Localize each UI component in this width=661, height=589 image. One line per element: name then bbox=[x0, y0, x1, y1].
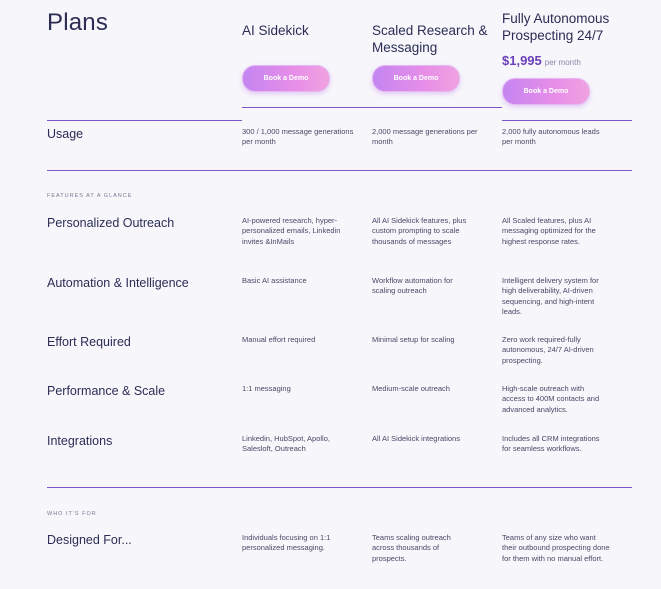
feature-value: All Scaled features, plus AI messaging optimized for the highest response rates. bbox=[502, 216, 596, 246]
feature-label-integrations: Integrations bbox=[47, 434, 113, 448]
feature-value: 1:1 messaging bbox=[242, 384, 291, 393]
feature-value: Includes all CRM integrations for seamless workflows. bbox=[502, 434, 600, 454]
price-period: per month bbox=[544, 58, 581, 67]
feature-label-personalized-outreach: Personalized Outreach bbox=[47, 216, 175, 230]
price-amount: $1,995 bbox=[502, 53, 542, 68]
plan-name-fully-autonomous: Fully Autonomous Prospecting 24/7 bbox=[502, 11, 610, 43]
usage-value-ai-sidekick: 300 / 1,000 message generations per month bbox=[242, 127, 354, 147]
usage-value-scaled: 2,000 message generations per month bbox=[372, 127, 478, 147]
plan-price bbox=[502, 53, 581, 68]
designed-for-value: Individuals focusing on 1:1 personalized messaging. bbox=[242, 533, 331, 553]
book-demo-button-ai-sidekick[interactable]: Book a Demo bbox=[242, 65, 330, 92]
feature-label-automation-intelligence: Automation & Intelligence bbox=[47, 276, 189, 290]
usage-value-autonomous: 2,000 fully autonomous leads per month bbox=[502, 127, 600, 147]
header-divider-mid bbox=[242, 107, 502, 108]
plan-name-scaled-research: Scaled Research & Messaging bbox=[372, 23, 488, 55]
designed-for-value: Teams of any size who want their outbound prospecting done for them with no manual effort. bbox=[502, 533, 610, 563]
feature-value: AI-powered research, hyper-personalized emails, Linkedin invites &InMails bbox=[242, 216, 341, 246]
usage-label: Usage bbox=[47, 127, 84, 141]
feature-value: Basic AI assistance bbox=[242, 276, 307, 285]
feature-value: Zero work required-fully autonomous, 24/7 AI-driven prospecting. bbox=[502, 335, 594, 365]
usage-divider bbox=[47, 170, 632, 171]
feature-value: Medium-scale outreach bbox=[372, 384, 450, 393]
feature-label-effort-required: Effort Required bbox=[47, 335, 131, 349]
plan-name-ai-sidekick: AI Sidekick bbox=[242, 23, 309, 38]
book-demo-button-scaled[interactable]: Book a Demo bbox=[372, 65, 460, 92]
designed-for-value: Teams scaling outreach across thousands of prospects. bbox=[372, 533, 451, 563]
page-title: Plans bbox=[47, 9, 109, 36]
feature-value: Minimal setup for scaling bbox=[372, 335, 455, 344]
book-demo-button-autonomous[interactable]: Book a Demo bbox=[502, 78, 590, 105]
features-caption: FEATURES AT A GLANCE bbox=[47, 193, 133, 199]
feature-value: Workflow automation for scaling outreach bbox=[372, 276, 453, 296]
feature-value: High-scale outreach with access to 400M contacts and advanced analytics. bbox=[502, 384, 600, 414]
feature-value: All AI Sidekick features, plus custom prompting to scale thousands of messages bbox=[372, 216, 467, 246]
feature-value: Linkedin, HubSpot, Apollo, Salesloft, Outreach bbox=[242, 434, 330, 454]
designed-for-label: Designed For... bbox=[47, 533, 132, 547]
feature-label-performance-scale: Performance & Scale bbox=[47, 384, 166, 398]
feature-value: Intelligent delivery system for high deliverability, AI-driven sequencing, and high-intent leads. bbox=[502, 276, 599, 317]
feature-value: Manual effort required bbox=[242, 335, 316, 344]
features-divider bbox=[47, 487, 632, 488]
header-divider-left bbox=[47, 120, 242, 121]
header-divider-right bbox=[502, 120, 632, 121]
who-caption: WHO IT'S FOR bbox=[47, 511, 97, 517]
feature-value: All AI Sidekick integrations bbox=[372, 434, 460, 443]
